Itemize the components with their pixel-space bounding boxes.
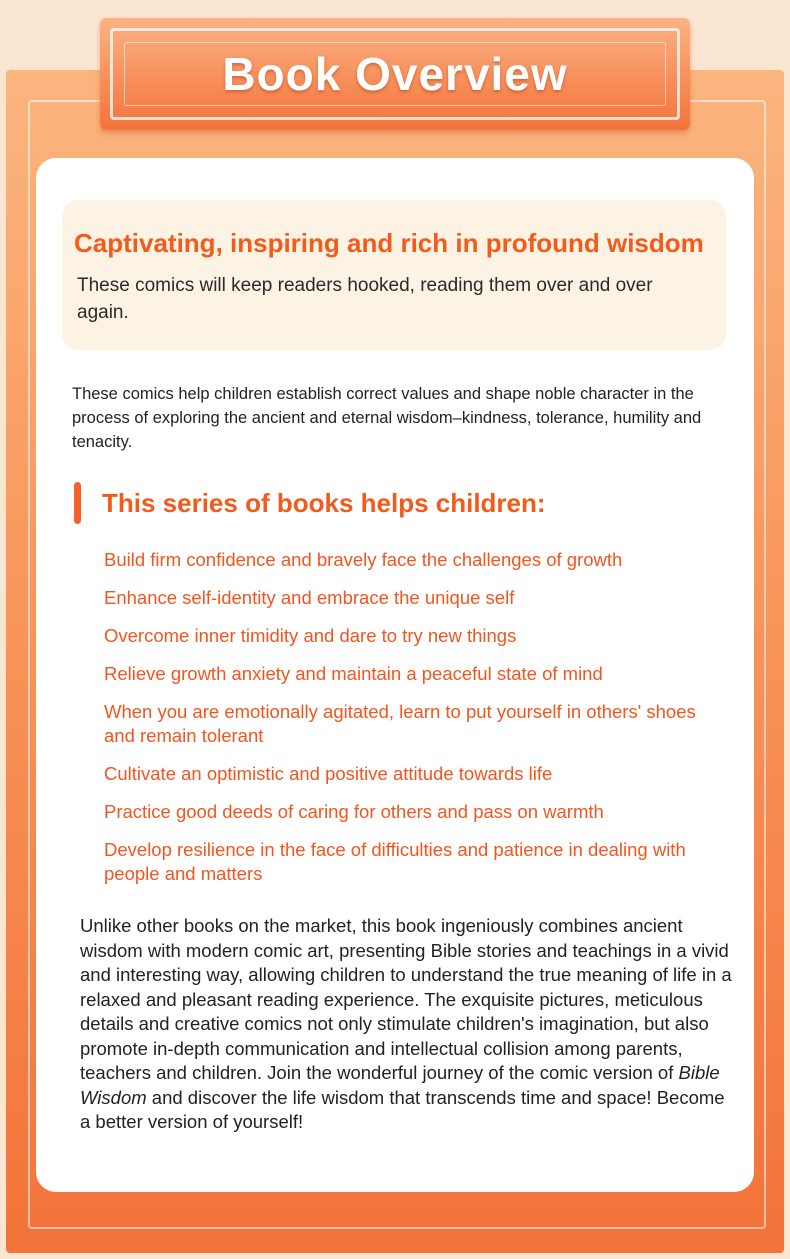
page-title: Book Overview xyxy=(222,48,568,100)
highlight-box xyxy=(62,200,726,350)
highlight-body: These comics will keep readers hooked, reading them over and over again. xyxy=(77,275,653,323)
outro-text-after: and discover the life wisdom that transcends time and space! Become a better version of yourself! xyxy=(80,1086,725,1132)
benefit-item: Overcome inner timidity and dare to try new things xyxy=(104,625,517,646)
outro-text-before: Unlike other books on the market, this book ingeniously combines ancient wisdom with modern comic art, presenting Bible stories and teachings in a vivid and interesting way, allowing children to understand the true meaning of life in a relaxed and pleasant reading experience. The exquisite pictures, meticulous details and creative comics not only stimulate children's imagination, but also promote in-depth communication and intellectual collision among parents, teachers and children. Join the wonderful journey of the comic version of xyxy=(80,915,732,1083)
book-title: Bible Wisdom xyxy=(80,1062,720,1108)
section-accent-bar xyxy=(74,482,81,524)
title-banner xyxy=(100,18,690,130)
highlight-title: Captivating, inspiring and rich in profound wisdom xyxy=(74,228,704,258)
content-card xyxy=(36,158,754,1192)
intro-paragraph: These comics help children establish correct values and shape noble character in the process of exploring the ancient and eternal wisdom–kindness, tolerance, humility and tenacity. xyxy=(72,385,702,451)
benefits-list xyxy=(104,548,704,900)
benefit-item: Relieve growth anxiety and maintain a peaceful state of mind xyxy=(104,663,603,684)
section-title: This series of books helps children: xyxy=(102,488,546,518)
outro-paragraph xyxy=(80,914,732,1135)
benefit-item: Develop resilience in the face of difficulties and patience in dealing with people and matters xyxy=(104,839,686,884)
benefit-item: Build firm confidence and bravely face the challenges of growth xyxy=(104,549,623,570)
benefit-item: Cultivate an optimistic and positive attitude towards life xyxy=(104,763,553,784)
benefit-item: Practice good deeds of caring for others and pass on warmth xyxy=(104,801,604,822)
benefit-item: Enhance self-identity and embrace the unique self xyxy=(104,587,515,608)
benefit-item: When you are emotionally agitated, learn to put yourself in others' shoes and remain tolerant xyxy=(104,701,696,746)
